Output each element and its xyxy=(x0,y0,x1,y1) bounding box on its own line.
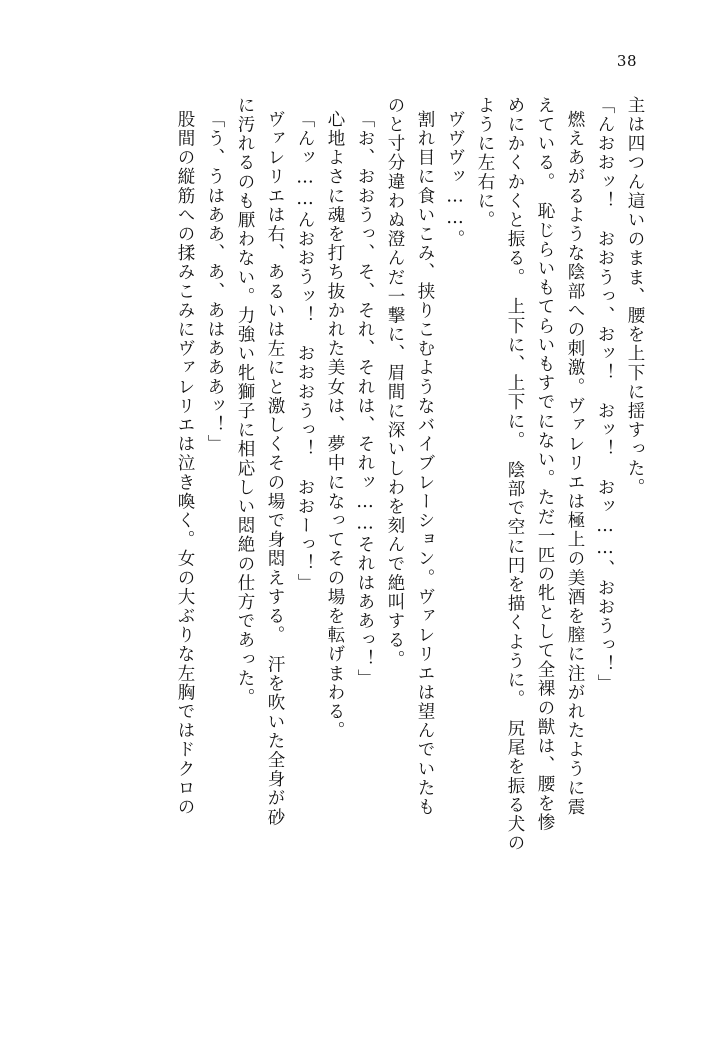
page-number: 38 xyxy=(616,52,637,70)
text-column: 燃えあがるような陰部への刺激。ヴァレリエは極上の美酒を膣に注がれたように震 xyxy=(565,110,585,817)
text-column: 割れ目に食いこみ、挟りこむようなバイブレーション。ヴァレリエは望んでいたも xyxy=(415,110,435,817)
text-column: 心地よさに魂を打ち抜かれた美女は、夢中になってその場を転げまわる。 xyxy=(325,110,345,741)
text-column: 股間の縦筋への揉みこみにヴァレリエは泣き喚く。女の大ぶりな左胸ではドクロの xyxy=(175,110,195,817)
text-column: のと寸分違わぬ澄んだ一撃に、眉間に深いしわを刻んで絶叫する。 xyxy=(385,96,405,669)
text-column: に汚れるのも厭わない。力強い牝獅子に相応しい悶絶の仕方であった。 xyxy=(235,96,255,708)
text-column: ように左右に。 xyxy=(475,96,495,230)
vertical-text-block xyxy=(52,96,643,976)
text-column: ヴァレリエは右、あるいは左にと激しくその場で身悶えする。 汗を吹いた全身が砂 xyxy=(265,110,285,828)
text-column: ヴヴヴッ……。 xyxy=(445,110,465,249)
text-column: 「う、うはああ、あ、あはあああッ！」 xyxy=(205,110,225,454)
text-column: 「んおおッ！ おおうっ、おッ！ おッ！ おッ……、おおうっ！」 xyxy=(595,96,615,694)
text-column: 「お、おおうっ、そ、それ、それは、それッ……それはああっ！」 xyxy=(355,110,375,688)
text-column: めにかくかくと振る。 上下に、上下に。 陰部で空に円を描くように。 尻尾を振る犬の xyxy=(505,96,525,853)
text-column: えている。 恥じらいもてらいもすでにない。ただ一匹の牝として全裸の獣は、腰を惨 xyxy=(535,96,555,833)
text-column: 「んッ……んおおうッ！ おおおうっ！ おおーっ！」 xyxy=(295,110,315,593)
text-column: 主は四つん這いのまま、腰を上下に揺すった。 xyxy=(625,96,645,498)
